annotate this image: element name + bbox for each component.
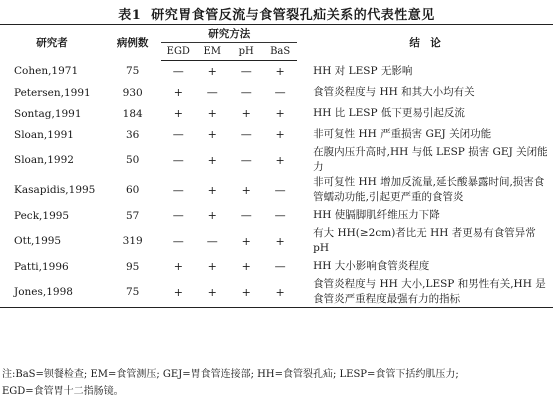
table-footnote	[2, 366, 551, 400]
row-method-egd: —	[172, 209, 184, 222]
row-case-count: 57	[125, 209, 140, 222]
footnote-line-2: EGD=食管胃十二指肠镜。	[2, 386, 124, 397]
row-method-bas: —	[274, 260, 286, 273]
row-method-em: +	[207, 260, 217, 273]
row-method-bas: —	[274, 209, 286, 222]
row-conclusion: 食管炎程度与 HH 大小,LESP 和男性有关,HH 是食管炎严重程度最强有力的指标	[297, 277, 553, 308]
table-row	[0, 61, 553, 83]
row-method-egd: +	[173, 107, 183, 120]
row-case-count: 319	[122, 235, 143, 247]
row-method-egd: +	[173, 86, 183, 99]
table-row	[0, 103, 553, 124]
row-conclusion: HH 使膈脚肌纤维压力下降	[313, 209, 440, 221]
row-method-bas: +	[275, 107, 285, 120]
row-method-bas: +	[275, 153, 285, 167]
row-method-em: +	[207, 65, 217, 78]
row-study: Patti,1996	[14, 260, 69, 273]
row-method-bas: +	[275, 65, 285, 78]
table-row	[0, 145, 553, 175]
row-method-ph: +	[229, 277, 263, 308]
table-title	[0, 4, 553, 23]
row-study: Kasapidis,1995	[14, 184, 96, 196]
table-row	[0, 82, 553, 103]
row-method-em: +	[207, 183, 217, 197]
row-method-ph: —	[240, 209, 252, 222]
row-case-count: 930	[122, 86, 143, 99]
footnote-line-1: 注:BaS=钡餐检查; EM=食管测压; GEJ=胃食管连接部; HH=食管裂孔疝; LESP=食管下括约肌压力;	[2, 369, 459, 380]
row-method-bas: +	[275, 234, 285, 248]
row-method-em: —	[206, 86, 218, 99]
table-row	[0, 277, 553, 308]
row-method-ph: +	[241, 183, 251, 197]
row-method-em: —	[206, 234, 218, 248]
row-case-count: 75	[104, 277, 161, 308]
header-method-ph: pH	[229, 43, 263, 61]
row-study: Sloan,1992	[14, 154, 74, 166]
row-method-em: +	[207, 107, 217, 120]
row-conclusion: 非可复性 HH 增加反流量,延长酸暴露时间,损害食管蠕动功能,引起更严重的食管炎	[313, 176, 545, 203]
row-case-count: 36	[125, 128, 140, 141]
row-method-bas: —	[274, 86, 286, 99]
row-method-ph: —	[240, 153, 252, 167]
row-conclusion: 非可复性 HH 严重损害 GEJ 关闭功能	[313, 128, 492, 140]
table-row	[0, 226, 553, 256]
row-conclusion: 在腹内压升高时,HH 与低 LESP 损害 GEJ 关闭能力	[313, 146, 548, 173]
row-conclusion: HH 大小影响食管炎程度	[313, 260, 430, 272]
row-method-ph: +	[241, 234, 251, 248]
row-method-ph: —	[240, 86, 252, 99]
row-case-count: 60	[125, 184, 140, 196]
row-conclusion: 食管炎程度与 HH 和其大小均有关	[313, 86, 475, 98]
row-conclusion: HH 对 LESP 无影响	[313, 64, 413, 77]
row-method-em: +	[207, 209, 217, 222]
header-conclusion: 结 论	[297, 25, 553, 61]
row-method-bas: —	[274, 183, 286, 197]
row-conclusion: 有大 HH(≥2cm)者比无 HH 者更易有食管异常 pH	[313, 227, 536, 254]
table-row	[0, 205, 553, 226]
row-study: Petersen,1991	[14, 86, 91, 99]
row-study: Ott,1995	[14, 235, 62, 247]
row-method-bas: +	[263, 277, 297, 308]
row-method-egd: +	[173, 260, 183, 273]
row-method-egd: —	[172, 65, 184, 78]
row-method-ph: —	[240, 128, 252, 141]
row-study: Sontag,1991	[14, 107, 82, 120]
row-study: Peck,1995	[14, 209, 70, 222]
table-row	[0, 175, 553, 205]
table-title-text: 研究胃食管反流与食管裂孔疝关系的代表性意见	[151, 8, 435, 23]
row-case-count: 50	[125, 154, 140, 166]
row-method-em: +	[195, 277, 229, 308]
header-method-em: EM	[195, 43, 229, 61]
row-conclusion: HH 比 LESP 低下更易引起反流	[313, 107, 465, 119]
row-method-bas: +	[275, 128, 285, 141]
row-method-egd: —	[172, 234, 184, 248]
table-row	[0, 256, 553, 277]
row-method-egd: +	[161, 277, 195, 308]
row-case-count: 184	[122, 107, 143, 120]
row-method-egd: —	[172, 128, 184, 141]
data-table	[0, 24, 553, 308]
row-study: Jones,1998	[0, 277, 104, 308]
row-method-ph: —	[240, 65, 252, 78]
row-study: Sloan,1991	[14, 128, 74, 141]
row-method-egd: —	[172, 153, 184, 167]
header-case-count: 病例数	[104, 25, 161, 61]
row-method-em: +	[207, 153, 217, 167]
row-case-count: 95	[125, 260, 140, 273]
table-label: 表1	[118, 8, 142, 23]
header-method-egd: EGD	[161, 43, 195, 61]
row-method-egd: —	[172, 183, 184, 197]
table-row	[0, 124, 553, 145]
header-study: 研究者	[0, 25, 104, 61]
row-method-ph: +	[241, 107, 251, 120]
row-method-em: +	[207, 128, 217, 141]
row-study: Cohen,1971	[14, 65, 79, 78]
header-method-bas: BaS	[263, 43, 297, 61]
row-case-count: 75	[125, 65, 140, 78]
header-methods: 研究方法	[161, 25, 297, 43]
row-method-ph: +	[241, 260, 251, 273]
